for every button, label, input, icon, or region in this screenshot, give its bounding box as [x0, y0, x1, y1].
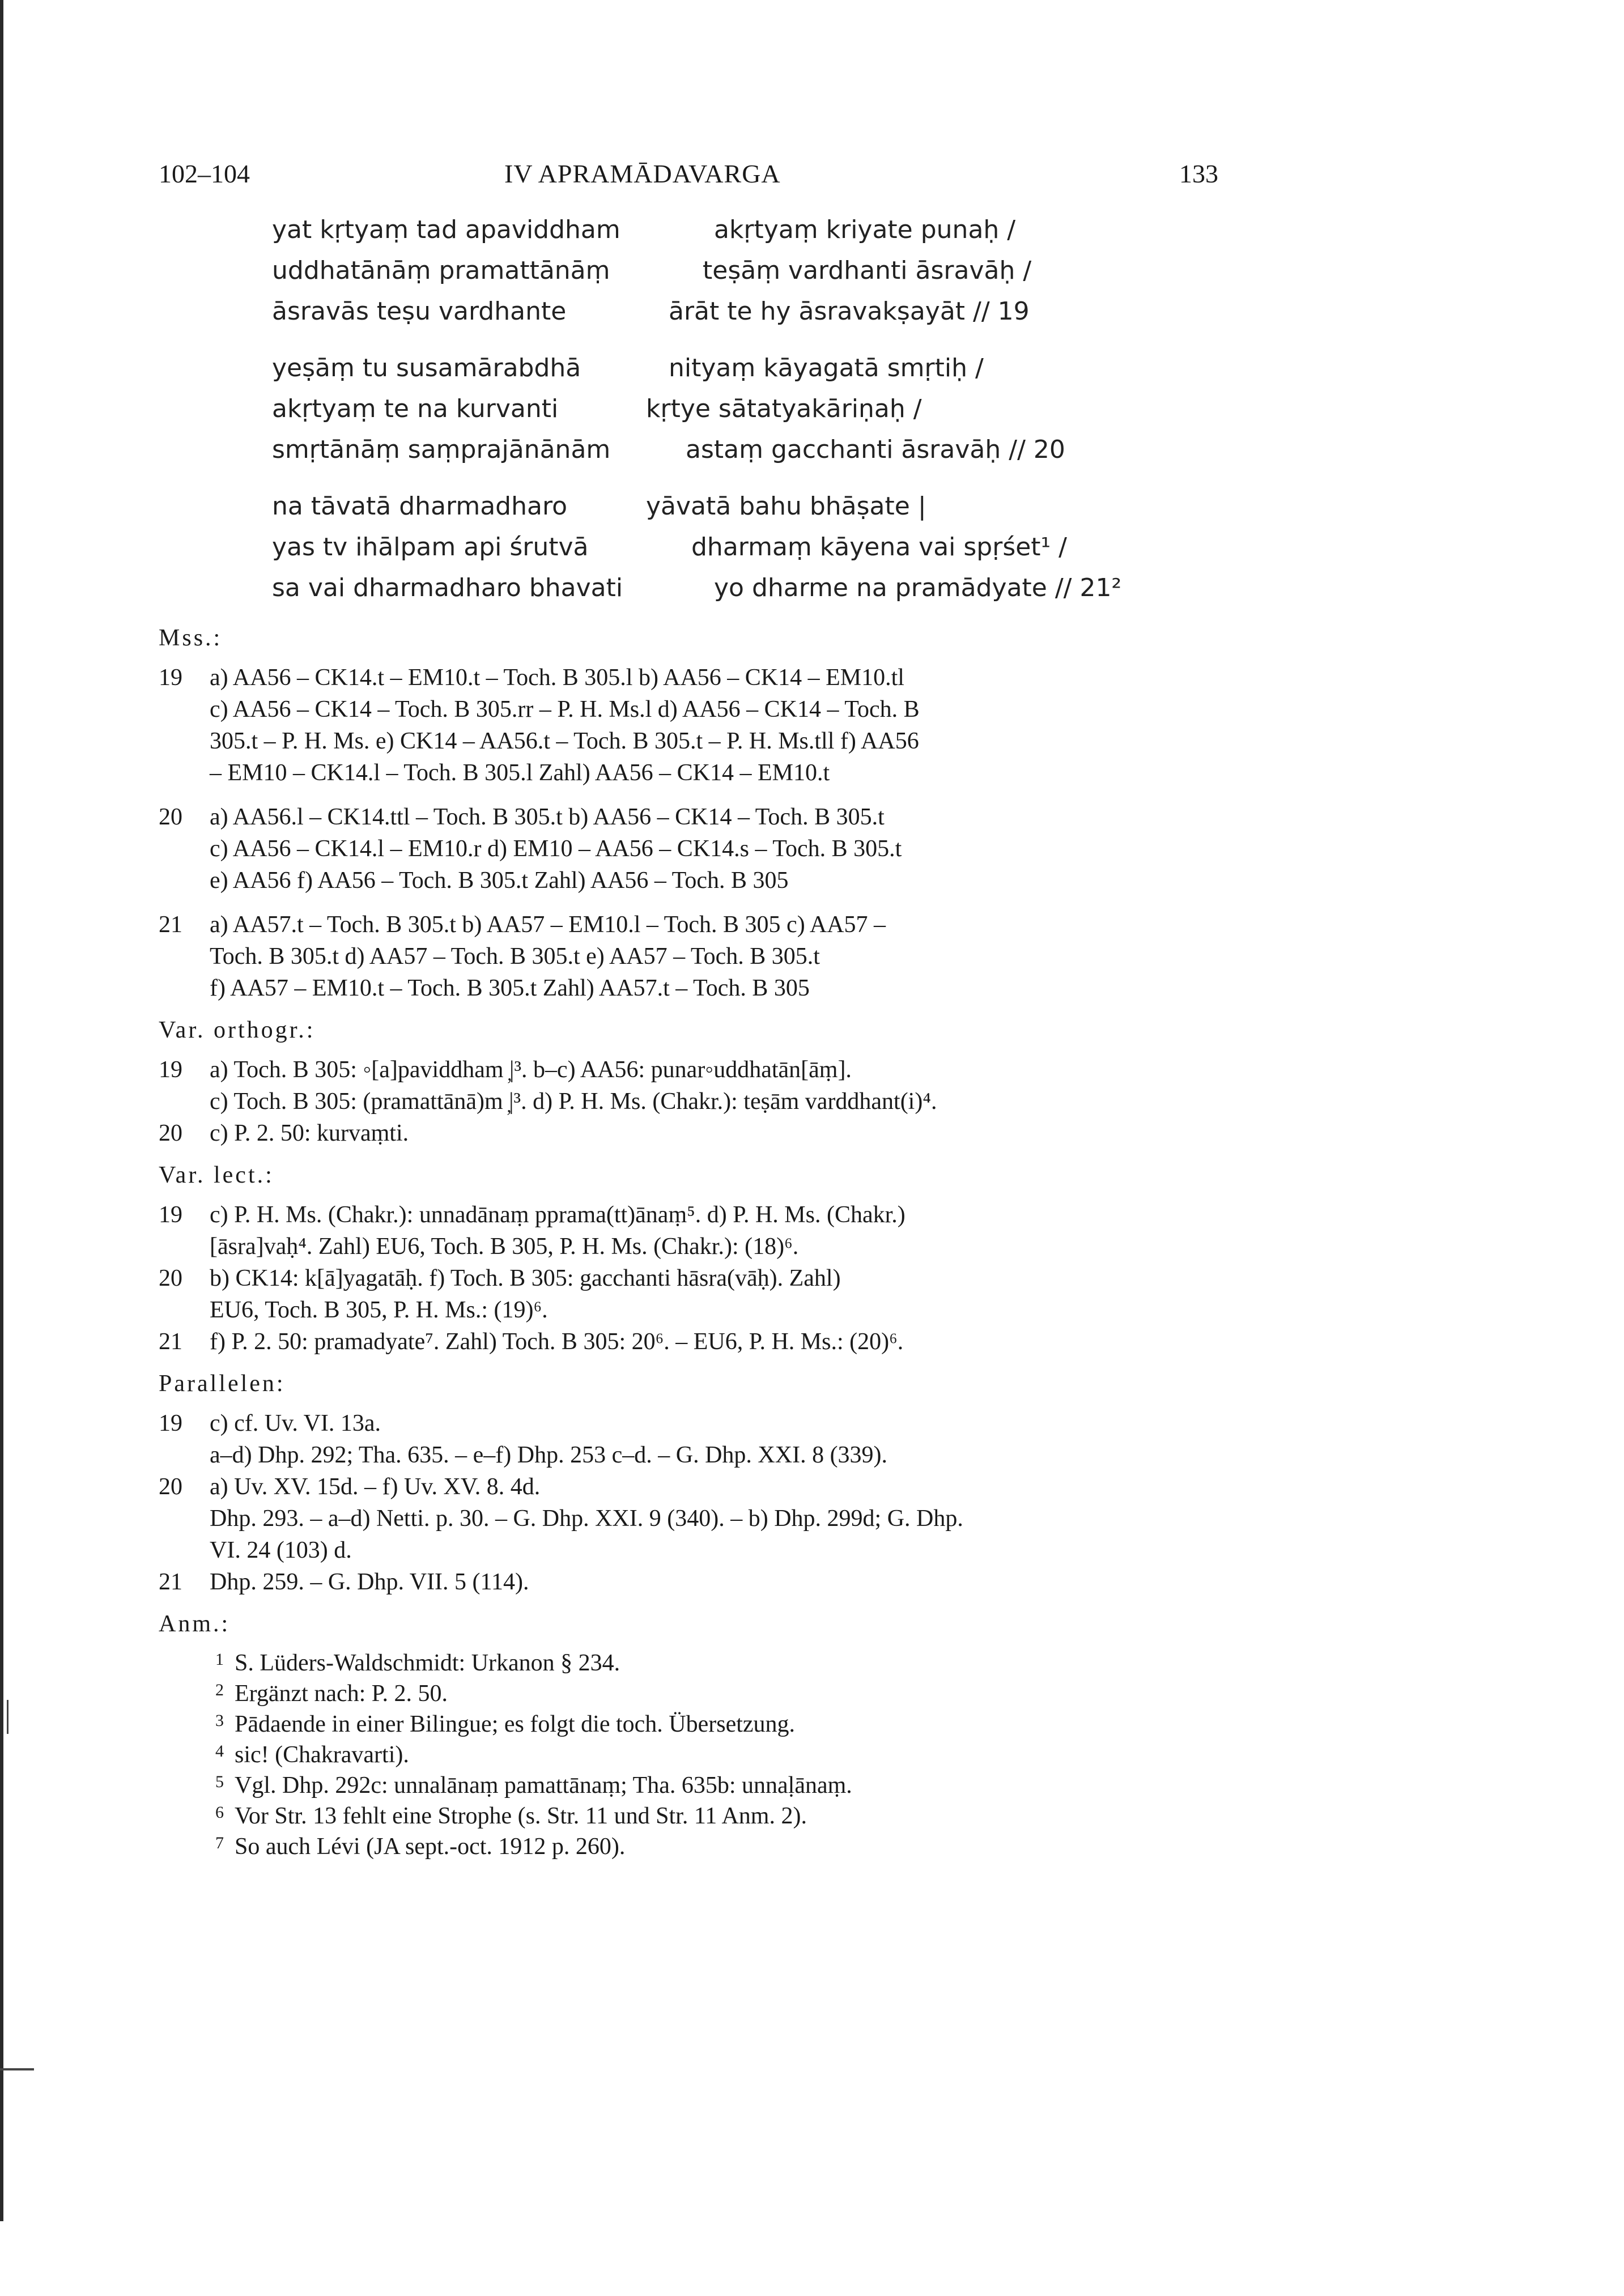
verse-line	[272, 291, 1218, 332]
stanza-19	[272, 210, 1218, 332]
footnotes	[215, 1648, 1218, 1862]
entry-line: a) AA56 – CK14.t – EM10.t – Toch. B 305.l b) AA56 – CK14 – EM10.tl	[210, 665, 904, 691]
entry-number: 19	[159, 1410, 182, 1436]
entry-line: [āsra]vaḥ⁴. Zahl) EU6, Toch. B 305, P. H. Ms. (Chakr.): (18)⁶.	[210, 1234, 799, 1260]
verse-line	[272, 348, 1218, 389]
scan-mark	[0, 2068, 34, 2070]
var-orthogr-entry-19	[159, 1054, 1218, 1117]
var-orthogr-heading: Var. orthogr.:	[159, 1017, 316, 1043]
entry-number: 19	[159, 1202, 182, 1228]
entry-number: 21	[159, 912, 182, 938]
var-orthogr-entry-20	[159, 1117, 1218, 1149]
var-lect-heading: Var. lect.:	[159, 1162, 274, 1188]
entry-line: EU6, Toch. B 305, P. H. Ms.: (19)⁶.	[210, 1297, 548, 1323]
entry-line: Toch. B 305.t d) AA57 – Toch. B 305.t e) AA57 – Toch. B 305.t	[210, 943, 820, 970]
parallelen-entry-20	[159, 1471, 1218, 1566]
footnote	[215, 1801, 1218, 1831]
parallelen-entry-19	[159, 1408, 1218, 1471]
pada-a: sa vai dharmadharo bhavati	[272, 573, 623, 602]
footnote-number: 3	[215, 1711, 224, 1730]
entry-line: Dhp. 259. – G. Dhp. VII. 5 (114).	[210, 1569, 529, 1595]
pada-a: uddhatānāṃ pramattānāṃ	[272, 256, 610, 285]
pada-b: akṛtyaṃ kriyate punaḥ /	[714, 215, 1016, 244]
entry-line: a) Uv. XV. 15d. – f) Uv. XV. 8. 4d.	[210, 1474, 541, 1500]
entry-line: c) AA56 – CK14 – Toch. B 305.rr – P. H. Ms.l d) AA56 – CK14 – Toch. B	[210, 696, 920, 722]
pada-a: na tāvatā dharmadharo	[272, 492, 567, 521]
verse-line	[272, 430, 1218, 470]
footnote-text: Vor Str. 13 fehlt eine Strophe (s. Str. 11 und Str. 11 Anm. 2).	[235, 1803, 807, 1829]
entry-line: b) CK14: k[ā]yagatāḥ. f) Toch. B 305: gacchanti hāsra(vāḥ). Zahl)	[210, 1265, 841, 1291]
pada-a: āsravās teṣu vardhante	[272, 297, 567, 326]
pada-b: ārāt te hy āsravakṣayāt // 19	[669, 297, 1030, 326]
entry-number: 20	[159, 1474, 182, 1500]
footnote-text: So auch Lévi (JA sept.-oct. 1912 p. 260).	[235, 1834, 626, 1860]
entry-line: f) P. 2. 50: pramadyate⁷. Zahl) Toch. B 305: 20⁶. – EU6, P. H. Ms.: (20)⁶.	[210, 1329, 904, 1355]
footnote-text: Vgl. Dhp. 292c: unnalānaṃ pamattānaṃ; Tha. 635b: unnaḷānaṃ.	[235, 1772, 852, 1798]
verse-line	[272, 210, 1218, 250]
entry-line: a) AA56.l – CK14.ttl – Toch. B 305.t b) AA56 – CK14 – Toch. B 305.t	[210, 804, 885, 830]
footnote-text: S. Lüders-Waldschmidt: Urkanon § 234.	[235, 1650, 620, 1676]
scan-left-edge	[0, 0, 3, 2221]
entry-number: 19	[159, 665, 182, 691]
verse-line	[272, 568, 1218, 609]
pada-b: nityaṃ kāyagatā smṛtiḥ /	[669, 354, 984, 382]
pada-a: yat kṛtyaṃ tad apaviddham	[272, 215, 620, 244]
var-lect-entry-21	[159, 1326, 1218, 1358]
pada-b: teṣāṃ vardhanti āsravāḥ /	[703, 256, 1032, 285]
verse-line	[272, 389, 1218, 430]
var-lect-entry-19	[159, 1199, 1218, 1262]
entry-number: 20	[159, 804, 182, 830]
entry-line: VI. 24 (103) d.	[210, 1537, 352, 1563]
entry-number: 21	[159, 1329, 182, 1355]
entry-line: 305.t – P. H. Ms. e) CK14 – AA56.t – Toch. B 305.t – P. H. Ms.tll f) AA56	[210, 728, 919, 754]
footnote-number: 4	[215, 1742, 224, 1761]
page	[159, 159, 1218, 1862]
footnote-number: 5	[215, 1772, 224, 1791]
entry-line: c) Toch. B 305: (pramattānā)m ̦|³. d) P. H. Ms. (Chakr.): teṣām varddhant(i)⁴.	[210, 1089, 937, 1115]
footnote-number: 2	[215, 1681, 224, 1699]
scan-mark	[7, 1700, 8, 1734]
entry-line: – EM10 – CK14.l – Toch. B 305.l Zahl) AA56 – CK14 – EM10.t	[210, 760, 830, 786]
pada-a: yas tv ihālpam api śrutvā	[272, 533, 589, 562]
entry-line: c) P. 2. 50: kurvaṃti.	[210, 1120, 409, 1146]
footnote	[215, 1740, 1218, 1770]
verse-line	[272, 486, 1218, 527]
footnote	[215, 1831, 1218, 1862]
footnote	[215, 1709, 1218, 1740]
entry-number: 19	[159, 1057, 182, 1083]
pada-a: smṛtānāṃ saṃprajānānām	[272, 435, 611, 464]
pada-b: yāvatā bahu bhāṣate |	[646, 492, 926, 521]
entry-number: 21	[159, 1569, 182, 1595]
entry-line: a–d) Dhp. 292; Tha. 635. – e–f) Dhp. 253 c–d. – G. Dhp. XXI. 8 (339).	[210, 1442, 888, 1468]
mss-entry-21	[159, 909, 1218, 1004]
footnote-text: Ergänzt nach: P. 2. 50.	[235, 1681, 448, 1707]
footnote-text: sic! (Chakravarti).	[235, 1742, 409, 1768]
mss-heading: Mss.:	[159, 625, 223, 651]
var-lect-entry-20	[159, 1262, 1218, 1326]
chapter-title: IV APRAMĀDAVARGA	[504, 159, 781, 188]
entry-number: 20	[159, 1120, 182, 1146]
mss-entry-20	[159, 801, 1218, 896]
entry-line: e) AA56 f) AA56 – Toch. B 305.t Zahl) AA56 – Toch. B 305	[210, 868, 789, 894]
footnote	[215, 1648, 1218, 1678]
footnote-number: 1	[215, 1650, 224, 1669]
entry-line: c) cf. Uv. VI. 13a.	[210, 1410, 381, 1436]
footnote	[215, 1770, 1218, 1801]
verse-range: 102–104	[159, 159, 250, 188]
parallelen-heading: Parallelen:	[159, 1371, 286, 1397]
entry-line: c) AA56 – CK14.l – EM10.r d) EM10 – AA56 – CK14.s – Toch. B 305.t	[210, 836, 902, 862]
footnote-number: 6	[215, 1803, 224, 1822]
parallelen-entry-21	[159, 1566, 1218, 1598]
footnote-text: Pādaende in einer Bilingue; es folgt die toch. Übersetzung.	[235, 1711, 796, 1737]
anm-heading: Anm.:	[159, 1611, 231, 1637]
mss-entry-19	[159, 662, 1218, 789]
entry-line: Dhp. 293. – a–d) Netti. p. 30. – G. Dhp. XXI. 9 (340). – b) Dhp. 299d; G. Dhp.	[210, 1506, 963, 1532]
running-header	[159, 159, 1218, 210]
pada-b: astaṃ gacchanti āsravāḥ // 20	[686, 435, 1065, 464]
verse-line	[272, 527, 1218, 568]
entry-line: f) AA57 – EM10.t – Toch. B 305.t Zahl) AA57.t – Toch. B 305	[210, 975, 810, 1001]
verse-line	[272, 250, 1218, 291]
pada-a: yeṣāṃ tu susamārabdhā	[272, 354, 581, 382]
verse-block	[272, 210, 1218, 609]
entry-number: 20	[159, 1265, 182, 1291]
page-number: 133	[1179, 159, 1218, 188]
pada-b: kṛtye sātatyakāriṇaḥ /	[646, 394, 922, 423]
pada-b: yo dharme na pramādyate // 21²	[714, 573, 1122, 602]
footnote-number: 7	[215, 1834, 224, 1852]
entry-line: a) AA57.t – Toch. B 305.t b) AA57 – EM10.l – Toch. B 305 c) AA57 –	[210, 912, 886, 938]
pada-b: dharmaṃ kāyena vai spṛśet¹ /	[691, 533, 1068, 562]
stanza-20	[272, 348, 1218, 470]
footnote	[215, 1678, 1218, 1709]
entry-line: a) Toch. B 305: ◦[a]paviddham ̦|³. b–c) AA56: punar◦uddhatān[āṃ].	[210, 1057, 852, 1083]
stanza-21	[272, 486, 1218, 609]
entry-line: c) P. H. Ms. (Chakr.): unnadānaṃ pprama(tt)ānaṃ⁵. d) P. H. Ms. (Chakr.)	[210, 1202, 905, 1228]
pada-a: akṛtyaṃ te na kurvanti	[272, 394, 559, 423]
